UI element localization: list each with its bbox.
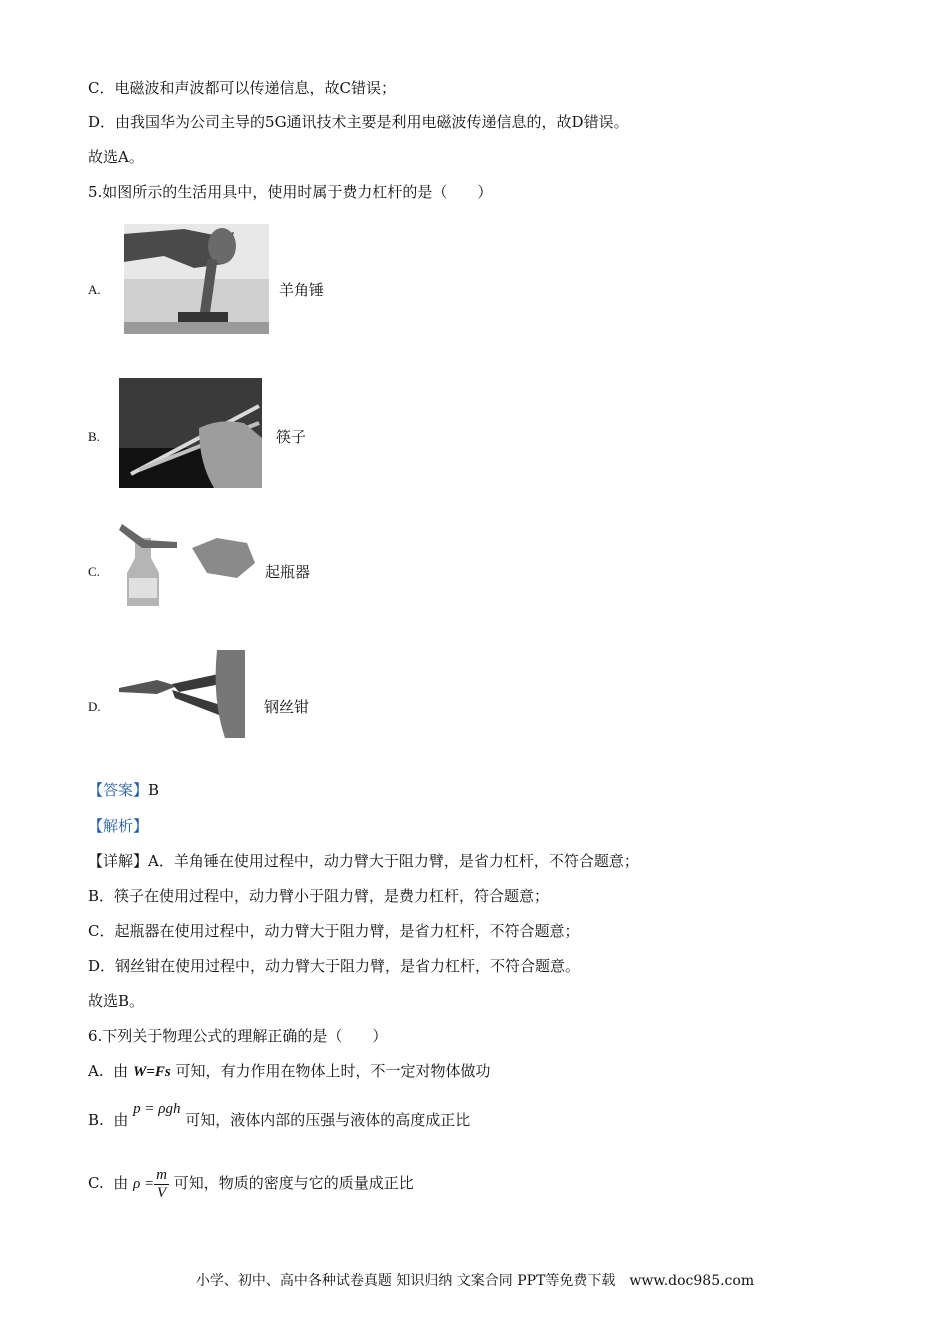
q6-option-c (88, 1166, 414, 1202)
q6-option-c-lhs: ρ = (133, 1176, 155, 1192)
q6-option-b-label: B. (88, 1111, 104, 1129)
detail-a: A．羊角锤在使用过程中，动力臂大于阻力臂，是省力杠杆，不符合题意； (148, 852, 639, 870)
q6-option-a-formula: W=Fs (132, 1064, 171, 1080)
answer-tag: 【答案】 (88, 781, 149, 799)
density-fraction (154, 1167, 169, 1202)
q5-option-a-label: A. (88, 282, 101, 297)
q6-option-a (88, 1061, 490, 1082)
q6-option-c-pre: 由 (113, 1174, 129, 1192)
detail-d: D．钢丝钳在使用过程中，动力臂大于阻力臂，是省力杠杆，不符合题意。 (88, 957, 581, 975)
q5-option-b-label: B. (88, 429, 100, 444)
detail-tag: 【详解】 (88, 852, 149, 870)
detail-c: C．起瓶器在使用过程中，动力臂大于阻力臂，是省力杠杆，不符合题意； (88, 922, 580, 940)
q6-option-c-text: 可知，物质的密度与它的质量成正比 (173, 1174, 414, 1192)
q5-option-c-name: 起瓶器 (265, 563, 311, 581)
q6-option-b (88, 1101, 471, 1131)
bottle-opener-photo (117, 518, 255, 606)
detail-b: B．筷子在使用过程中，动力臂小于阻力臂，是费力杠杆，符合题意； (88, 887, 550, 905)
q5-option-d-label: D. (88, 699, 101, 714)
q6-option-c-label: C. (88, 1174, 104, 1192)
q5-option-b-name: 筷子 (276, 428, 307, 446)
q6-option-b-text: 可知，液体内部的压强与液体的高度成正比 (185, 1111, 471, 1129)
fraction-denominator: V (156, 1184, 167, 1201)
q6-option-a-text: 可知，有力作用在物体上时，不一定对物体做功 (175, 1062, 491, 1080)
detail-a-line (88, 851, 639, 871)
answer-line (88, 780, 159, 800)
hammer-photo (124, 224, 269, 334)
question-5: 5.如图所示的生活用具中，使用时属于费力杠杆的是（ ） (88, 183, 493, 201)
q6-option-a-label: A. (88, 1062, 104, 1080)
choose-b-line: 故选B。 (88, 992, 145, 1010)
q6-option-b-pre: 由 (113, 1111, 129, 1129)
q6-option-a-pre: 由 (113, 1062, 129, 1080)
q6-option-b-formula: p = ρgh (133, 1101, 181, 1117)
option-d-previous: D．由我国华为公司主导的5G通讯技术主要是利用电磁波传递信息的，故D错误。 (88, 113, 629, 131)
chopsticks-photo (119, 378, 262, 488)
answer-value: B (148, 781, 160, 799)
q5-option-c-label: C. (88, 564, 100, 579)
q5-option-d-name: 钢丝钳 (264, 698, 310, 716)
pliers-photo (117, 650, 245, 738)
option-c-previous: C．电磁波和声波都可以传递信息，故C错误； (88, 79, 396, 97)
analysis-tag: 【解析】 (88, 817, 149, 835)
page-footer: 小学、初中、高中各种试卷真题 知识归纳 文案合同 PPT等免费下载 www.doc985.com (195, 1273, 755, 1289)
choose-a-line: 故选A。 (88, 148, 144, 166)
question-6: 6.下列关于物理公式的理解正确的是（ ） (88, 1027, 388, 1045)
fraction-numerator: m (156, 1166, 167, 1183)
q5-option-a-name: 羊角锤 (279, 281, 325, 299)
